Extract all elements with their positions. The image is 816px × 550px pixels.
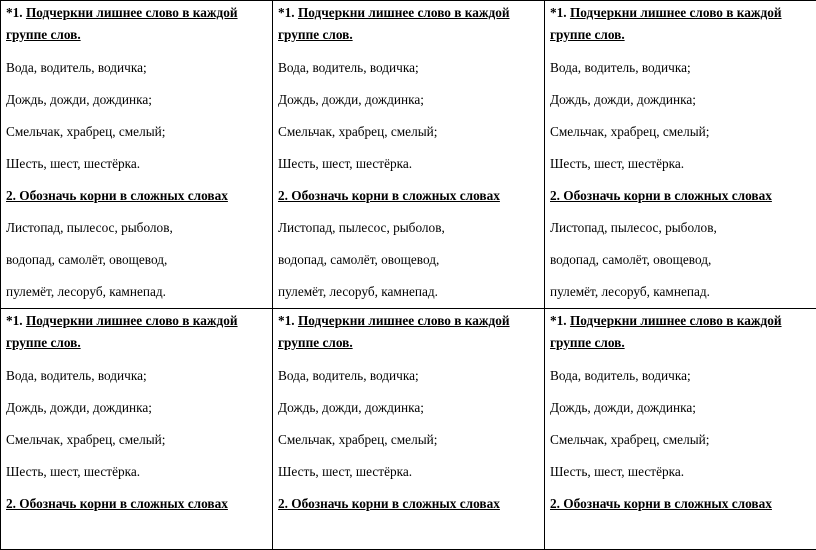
task1-heading: [278, 1, 540, 46]
task1-line: Шесть, шест, шестёрка.: [6, 456, 268, 488]
task1-line: Вода, водитель, водичка;: [278, 52, 540, 84]
task1-line: Вода, водитель, водичка;: [6, 52, 268, 84]
task1-title: Подчеркни лишнее слово в каждой группе слов.: [6, 5, 238, 42]
task1-line: Смельчак, храбрец, смелый;: [278, 424, 540, 456]
worksheet-card: [273, 309, 545, 550]
worksheet-card: [1, 1, 273, 309]
task2-heading: [550, 180, 812, 212]
task1-line: Смельчак, храбрец, смелый;: [550, 424, 812, 456]
worksheet-card: [545, 309, 816, 550]
task1-line: Дождь, дожди, дождинка;: [550, 392, 812, 424]
task1-number: *1.: [550, 313, 567, 328]
task1-title: Подчеркни лишнее слово в каждой группе слов.: [6, 313, 238, 350]
task1-heading: [550, 309, 812, 354]
task1-number: *1.: [6, 5, 23, 20]
task2-line: пулемёт, лесоруб, камнепад.: [278, 276, 540, 308]
task1-line: Дождь, дожди, дождинка;: [6, 392, 268, 424]
task2-title: 2. Обозначь корни в сложных словах: [550, 496, 772, 511]
task1-line: Дождь, дожди, дождинка;: [278, 84, 540, 116]
task2-title: 2. Обозначь корни в сложных словах: [278, 496, 500, 511]
task2-heading: [278, 180, 540, 212]
task1-line: Шесть, шест, шестёрка.: [550, 456, 812, 488]
task1-line: Смельчак, храбрец, смелый;: [278, 116, 540, 148]
task1-heading: [6, 1, 268, 46]
task1-line: Вода, водитель, водичка;: [6, 360, 268, 392]
task2-line: Листопад, пылесос, рыболов,: [6, 212, 268, 244]
task2-title: 2. Обозначь корни в сложных словах: [6, 188, 228, 203]
task1-line: Шесть, шест, шестёрка.: [6, 148, 268, 180]
task2-title: 2. Обозначь корни в сложных словах: [6, 496, 228, 511]
task2-title: 2. Обозначь корни в сложных словах: [550, 188, 772, 203]
task1-title: Подчеркни лишнее слово в каждой группе слов.: [278, 313, 510, 350]
task1-number: *1.: [278, 5, 295, 20]
task1-line: Дождь, дожди, дождинка;: [550, 84, 812, 116]
task2-line: Листопад, пылесос, рыболов,: [550, 212, 812, 244]
task1-number: *1.: [278, 313, 295, 328]
task1-heading: [278, 309, 540, 354]
task2-heading: [550, 488, 812, 520]
task2-heading: [278, 488, 540, 520]
task1-line: Вода, водитель, водичка;: [550, 52, 812, 84]
worksheet-row: [1, 1, 816, 309]
task2-line: Листопад, пылесос, рыболов,: [278, 212, 540, 244]
task1-line: Вода, водитель, водичка;: [550, 360, 812, 392]
task2-heading: [6, 488, 268, 520]
task2-line: пулемёт, лесоруб, камнепад.: [6, 276, 268, 308]
task1-title: Подчеркни лишнее слово в каждой группе слов.: [550, 5, 782, 42]
task1-line: Шесть, шест, шестёрка.: [278, 148, 540, 180]
task1-heading: [6, 309, 268, 354]
task1-line: Смельчак, храбрец, смелый;: [6, 116, 268, 148]
task2-line: водопад, самолёт, овощевод,: [278, 244, 540, 276]
task1-number: *1.: [6, 313, 23, 328]
worksheet-card: [545, 1, 816, 309]
task2-line: водопад, самолёт, овощевод,: [6, 244, 268, 276]
task2-title: 2. Обозначь корни в сложных словах: [278, 188, 500, 203]
task1-line: Вода, водитель, водичка;: [278, 360, 540, 392]
task2-line: пулемёт, лесоруб, камнепад.: [550, 276, 812, 308]
worksheet-row: [1, 309, 816, 550]
task1-line: Смельчак, храбрец, смелый;: [6, 424, 268, 456]
task1-title: Подчеркни лишнее слово в каждой группе слов.: [278, 5, 510, 42]
task1-line: Шесть, шест, шестёрка.: [550, 148, 812, 180]
task1-heading: [550, 1, 812, 46]
task1-number: *1.: [550, 5, 567, 20]
task2-heading: [6, 180, 268, 212]
task1-line: Дождь, дожди, дождинка;: [6, 84, 268, 116]
task1-line: Шесть, шест, шестёрка.: [278, 456, 540, 488]
task1-line: Смельчак, храбрец, смелый;: [550, 116, 812, 148]
worksheet-card: [273, 1, 545, 309]
task1-line: Дождь, дожди, дождинка;: [278, 392, 540, 424]
task1-title: Подчеркни лишнее слово в каждой группе слов.: [550, 313, 782, 350]
task2-line: водопад, самолёт, овощевод,: [550, 244, 812, 276]
worksheet-card: [1, 309, 273, 550]
